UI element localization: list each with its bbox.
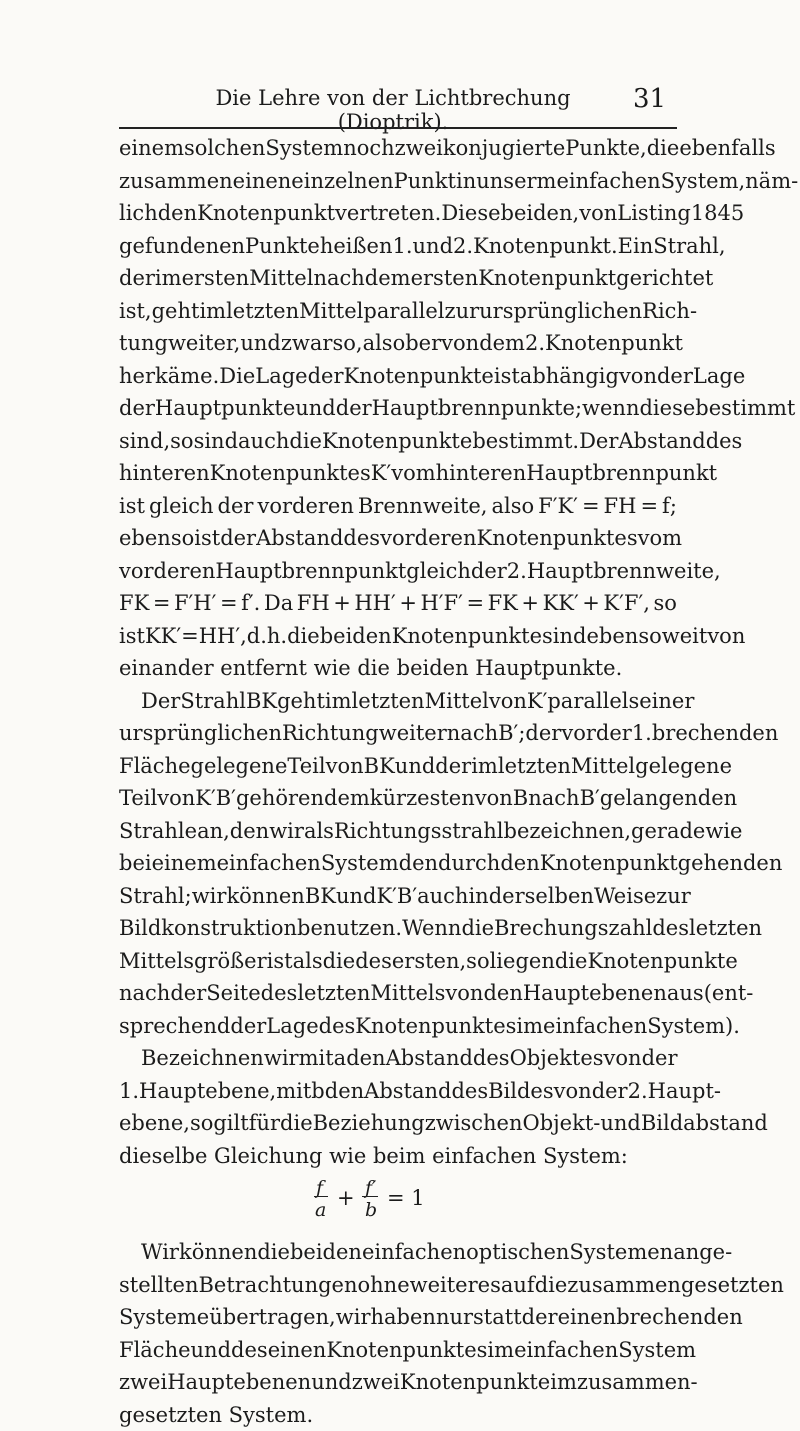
text-line: sind, so sind auch die Knotenpunkte bestimmt. Der Abstand des [119, 425, 677, 458]
lens-equation [119, 1172, 677, 1236]
formula-denominator-2: b [365, 1194, 377, 1227]
text-line: tung weiter, und zwar so, als ob er von dem 2. Knotenpunkt [119, 327, 677, 360]
text-line: lich den Knotenpunkt vertreten. Diese beiden, von Listing 1845 [119, 197, 677, 230]
text-line: Strahl; wir können BK und K′B′ auch in derselben Weise zur [119, 880, 677, 913]
text-line: gesetzten System. [119, 1399, 677, 1431]
text-line: einem solchen System noch zwei konjugierte Punkte, die ebenfalls [119, 132, 677, 165]
text-line: dieselbe Gleichung wie beim einfachen System: [119, 1140, 677, 1173]
running-header [0, 86, 800, 122]
formula-numerator-2: f′ [365, 1172, 376, 1205]
text-line: 1. Hauptebene, mit b den Abstand des Bildes von der 2. Haupt- [119, 1075, 677, 1108]
text-line: hinteren Knotenpunktes K′ vom hinteren Hauptbrennpunkt [119, 457, 677, 490]
text-line: ebenso ist der Abstand des vorderen Knotenpunktes vom [119, 522, 677, 555]
text-line: sprechend der Lage des Knotenpunktes im einfachen System). [119, 1010, 677, 1043]
text-line: zusammen einen einzelnen Punkt in unserm einfachen System, näm- [119, 165, 677, 198]
text-line: ist KK′ = HH′, d. h. die beiden Knotenpunkte sind ebenso weit von [119, 620, 677, 653]
text-line: nach der Seite des letzten Mittels von den Hauptebenen aus (ent- [119, 977, 677, 1010]
header-rule [119, 127, 677, 129]
text-line: Fläche und des einen Knotenpunktes im einfachen System [119, 1334, 677, 1367]
text-line: Systeme übertragen, wir haben nur statt der einen brechenden [119, 1301, 677, 1334]
text-line: stellten Betrachtungen ohne weiteres auf die zusammengesetzten [119, 1269, 677, 1302]
body-text [119, 132, 677, 1431]
text-line: bei einem einfachen System den durch den Knotenpunkt gehenden [119, 847, 677, 880]
text-line: herkäme. Die Lage der Knotenpunkte ist abhängig von der Lage [119, 360, 677, 393]
text-line: Bezeichnen wir mit a den Abstand des Objektes von der [119, 1042, 677, 1075]
text-line: vorderen Hauptbrennpunkt gleich der 2. Hauptbrennweite, [119, 555, 677, 588]
formula-denominator-1: a [315, 1194, 326, 1227]
text-line: ursprünglichen Richtung weiter nach B′; der vor der 1. brechenden [119, 717, 677, 750]
text-line: Fläche gelegene Teil von BK und der im letzten Mittel gelegene [119, 750, 677, 783]
text-line: der Hauptpunkte und der Hauptbrennpunkte; wenn diese bestimmt [119, 392, 677, 425]
text-line: Der Strahl BK geht im letzten Mittel von K′ parallel seiner [119, 685, 677, 718]
text-line: gefundenen Punkte heißen 1. und 2. Knotenpunkt. Ein Strahl, [119, 230, 677, 263]
formula-equals: = 1 [387, 1182, 425, 1215]
text-line: Wir können die bei den einfachen optischen Systemen ange- [119, 1236, 677, 1269]
paragraph-block-2 [119, 1236, 677, 1431]
text-line: Strahle an, den wir als Richtungsstrahl bezeichnen, gerade wie [119, 815, 677, 848]
text-line: Bildkonstruktion benutzen. Wenn die Brechungszahl des letzten [119, 912, 677, 945]
text-line: zwei Hauptebenen und zwei Knotenpunkte im zusammen- [119, 1366, 677, 1399]
formula-numerator-1: f [316, 1172, 323, 1205]
text-line: einander entfernt wie die beiden Hauptpunkte. [119, 652, 677, 685]
page-number: 31 [633, 84, 666, 114]
text-line: Mittels größer ist als die des ersten, so liegen die Knotenpunkte [119, 945, 677, 978]
text-line: ebene, so gilt für die Beziehung zwischen Objekt- und Bildabstand [119, 1107, 677, 1140]
text-line: Teil von K′B′ gehören dem kürzesten von B nach B′ gelangenden [119, 782, 677, 815]
paragraph-block-1 [119, 132, 677, 1172]
text-line: ist gleich der vorderen Brennweite, also F′K′ = FH = f; [119, 490, 677, 523]
running-title: Die Lehre von der Lichtbrechung (Dioptrik). [178, 86, 608, 134]
text-line: ist, geht im letzten Mittel parallel zur ursprünglichen Rich- [119, 295, 677, 328]
text-line: der im ersten Mittel nach dem ersten Knotenpunkt gerichtet [119, 262, 677, 295]
formula-plus: + [337, 1182, 355, 1215]
text-line: FK = F′H′ = f′. Da FH + HH′ + H′F′ = FK + KK′ + K′F′, so [119, 587, 677, 620]
